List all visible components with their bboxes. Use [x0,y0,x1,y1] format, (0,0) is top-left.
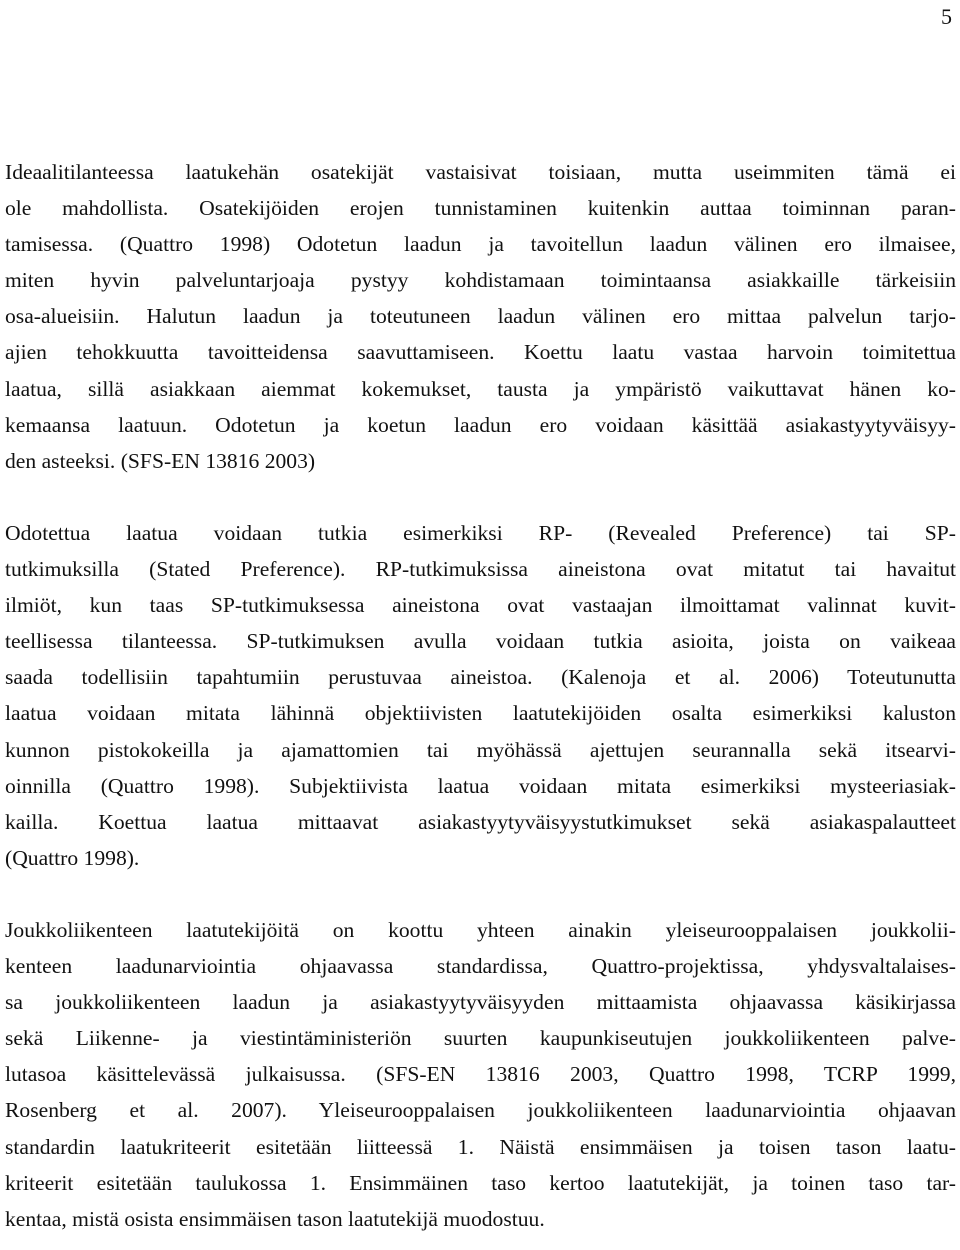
text-line: oinnilla (Quattro 1998). Subjektiivista laatua voidaan mitata esimerkiksi mysteeriasiak- [5,773,956,798]
text-line: kunnon pistokokeilla ja ajamattomien tai myöhässä ajettujen seurannalla sekä itsearvi- [5,737,956,762]
text-line: osa-alueisiin. Halutun laadun ja toteutuneen laadun välinen ero mittaa palvelun tarjo- [5,304,956,329]
document-body [5,154,956,1237]
text-line: (Quattro 1998). [5,845,140,870]
text-line: miten hyvin palveluntarjoaja pystyy kohdistamaan toimintaansa asiakkaille tärkeisiin [5,268,956,293]
paragraph-gap [5,479,956,515]
page-number: 5 [941,4,952,29]
text-line: den asteeksi. (SFS-EN 13816 2003) [5,448,316,473]
text-line: teellisessa tilanteessa. SP-tutkimuksen avulla voidaan tutkia asioita, joista on vaikeaa [5,629,956,654]
text-line: laatua voidaan mitata lähinnä objektiivisten laatutekijöiden osalta esimerkiksi kaluston [5,701,956,726]
text-line: tamisessa. (Quattro 1998) Odotetun laadun ja tavoitellun laadun välinen ero ilmaisee, [5,232,956,257]
text-line: saada todellisiin tapahtumiin perustuvaa aineistoa. (Kalenoja et al. 2006) Toteutunutta [5,665,956,690]
paragraph-2 [5,515,956,876]
text-line: kriteerit esitetään taulukossa 1. Ensimmäinen taso kertoo laatutekijät, ja toinen taso tar- [5,1170,956,1195]
text-line: kentaa, mistä osista ensimmäisen tason laatutekijä muodostuu. [5,1206,545,1231]
text-line: Odotettua laatua voidaan tutkia esimerkiksi RP- (Revealed Preference) tai SP- [5,520,956,545]
text-line: sa joukkoliikenteen laadun ja asiakastyytyväisyyden mittaamista ohjaavassa käsikirjassa [5,990,956,1015]
text-line: ilmiöt, kun taas SP-tutkimuksessa aineistona ovat vastaajan ilmoittamat valinnat kuvit- [5,593,956,618]
text-line: kenteen laadunarviointia ohjaavassa standardissa, Quattro-projektissa, yhdysvaltalaises- [5,954,956,979]
text-line: tutkimuksilla (Stated Preference). RP-tutkimuksissa aineistona ovat mitatut tai havaitut [5,557,956,582]
paragraph-3 [5,912,956,1237]
text-line: Rosenberg et al. 2007). Yleiseurooppalaisen joukkoliikenteen laadunarviointia ohjaavan [5,1098,956,1123]
text-line: sekä Liikenne- ja viestintäministeriön suurten kaupunkiseutujen joukkoliikenteen palve- [5,1026,956,1051]
text-line: kemaansa laatuun. Odotetun ja koetun laadun ero voidaan käsittää asiakastyytyväisyy- [5,412,956,437]
text-line: ole mahdollista. Osatekijöiden erojen tunnistaminen kuitenkin auttaa toiminnan paran- [5,196,956,221]
text-line: ajien tehokkuutta tavoitteidensa saavuttamiseen. Koettu laatu vastaa harvoin toimitettua [5,340,956,365]
text-line: kailla. Koettua laatua mittaavat asiakastyytyväisyystutkimukset sekä asiakaspalautteet [5,809,956,834]
text-line: lutasoa käsittelevässä julkaisussa. (SFS-EN 13816 2003, Quattro 1998, TCRP 1999, [5,1062,956,1087]
paragraph-gap [5,876,956,912]
text-line: standardin laatukriteerit esitetään liitteessä 1. Näistä ensimmäisen ja toisen tason laatu- [5,1134,956,1159]
paragraph-1 [5,154,956,479]
text-line: laatua, sillä asiakkaan aiemmat kokemukset, tausta ja ympäristö vaikuttavat hänen ko- [5,376,956,401]
text-line: Joukkoliikenteen laatutekijöitä on koottu yhteen ainakin yleiseurooppalaisen joukkolii- [5,917,956,942]
text-line: Ideaalitilanteessa laatukehän osatekijät vastaisivat toisiaan, mutta useimmiten tämä ei [5,160,956,184]
